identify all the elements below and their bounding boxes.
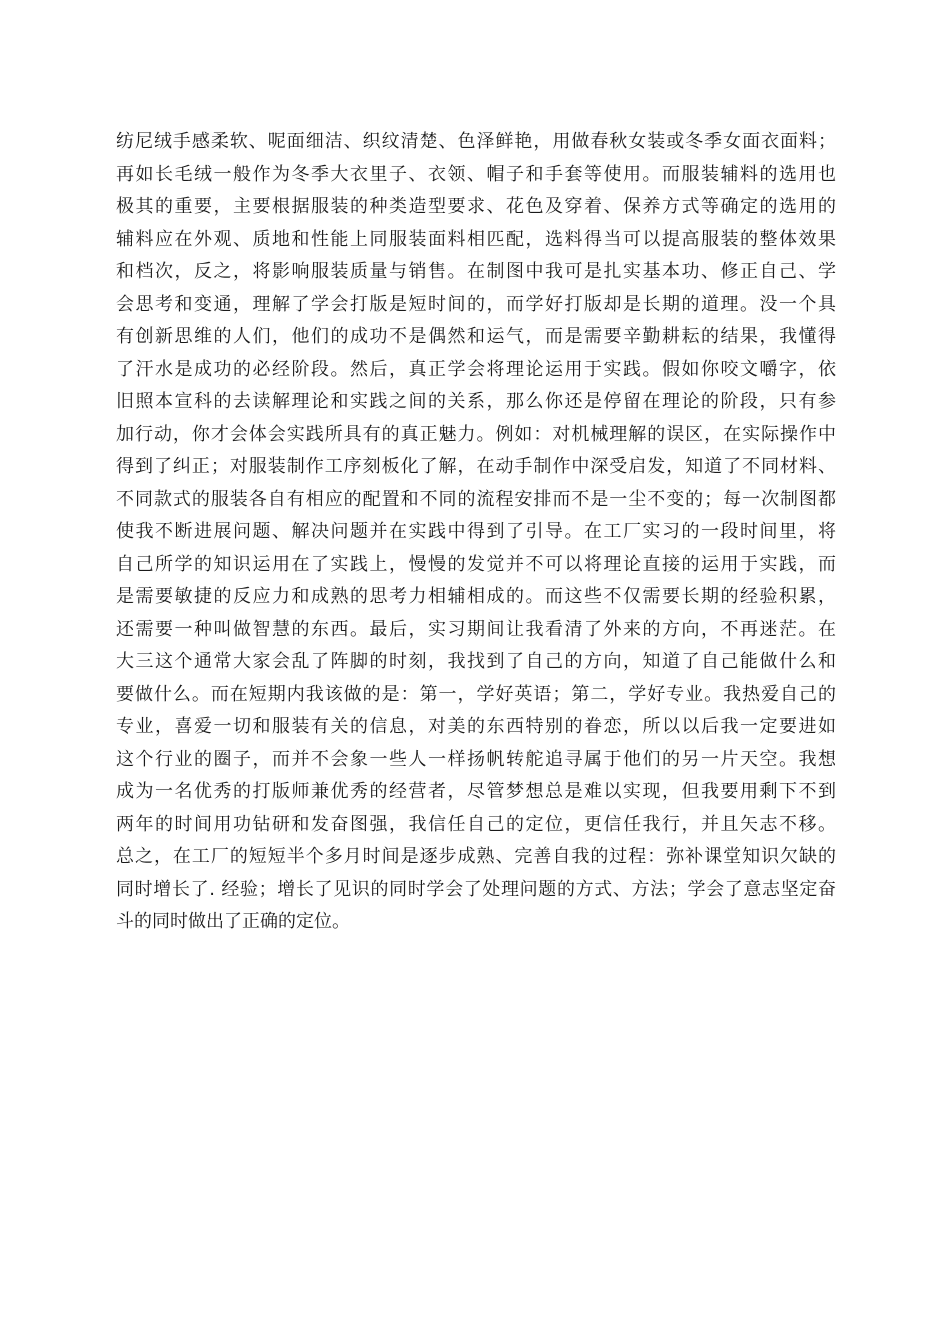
- text-line: 专业，喜爱一切和服装有关的信息，对美的东西特别的眷恋，所以以后我一定要进如: [116, 716, 836, 737]
- text-line: 两年的时间用功钻研和发奋图强，我信任自己的定位，更信任我行，并且矢志不移。: [116, 813, 836, 835]
- text-line: 有创新思维的人们，他们的成功不是偶然和运气，而是需要辛勤耕耘的结果，我懂得: [116, 326, 836, 347]
- text-line: 和档次，反之，将影响服装质量与销售。在制图中我可是扎实基本功、修正自己、学: [116, 261, 836, 282]
- text-line: 纺尼绒手感柔软、呢面细洁、织纹清楚、色泽鲜艳，用做春秋女装或冬季女面衣面料；: [116, 131, 836, 152]
- text-line: 了汗水是成功的必经阶段。然后，真正学会将理论运用于实践。假如你咬文嚼字，依: [116, 358, 836, 380]
- text-line: 自己所学的知识运用在了实践上，慢慢的发觉并不可以将理论直接的运用于实践，而: [116, 553, 836, 575]
- text-line: 会思考和变通，理解了学会打版是短时间的，而学好打版却是长期的道理。没一个具: [116, 293, 836, 315]
- text-line: 大三这个通常大家会乱了阵脚的时刻，我找到了自己的方向，知道了自己能做什么和: [116, 651, 836, 672]
- text-line-last: 斗的同时做出了正确的定位。: [116, 911, 350, 932]
- text-line: 要做什么。而在短期内我该做的是：第一，学好英语；第二，学好专业。我热爱自己的: [116, 683, 836, 705]
- text-line: 加行动，你才会体会实践所具有的真正魅力。例如：对机械理解的误区，在实际操作中: [116, 423, 836, 445]
- text-line: 得到了纠正；对服装制作工序刻板化了解，在动手制作中深受启发，知道了不同材料、: [116, 456, 836, 477]
- text-line: 再如长毛绒一般作为冬季大衣里子、衣领、帽子和手套等使用。而服装辅料的选用也: [116, 163, 836, 185]
- text-line: 是需要敏捷的反应力和成熟的思考力相辅相成的。而这些不仅需要长期的经验积累，: [116, 586, 836, 607]
- text-line: 总之，在工厂的短短半个多月时间是逐步成熟、完善自我的过程：弥补课堂知识欠缺的: [116, 846, 836, 867]
- text-line: 不同款式的服装各自有相应的配置和不同的流程安排而不是一尘不变的；每一次制图都: [116, 488, 836, 510]
- text-line: 辅料应在外观、质地和性能上同服装面料相匹配，选料得当可以提高服装的整体效果: [116, 228, 836, 250]
- text-line: 成为一名优秀的打版师兼优秀的经营者，尽管梦想总是难以实现，但我要用剩下不到: [116, 781, 836, 802]
- text-line: 还需要一种叫做智慧的东西。最后，实习期间让我看清了外来的方向，不再迷茫。在: [116, 618, 836, 640]
- text-line: 极其的重要，主要根据服装的种类造型要求、花色及穿着、保养方式等确定的选用的: [116, 196, 836, 217]
- text-line: 旧照本宣科的去读解理论和实践之间的关系，那么你还是停留在理论的阶段，只有参: [116, 391, 836, 412]
- body-paragraph: [116, 126, 836, 939]
- text-line: 使我不断进展问题、解决问题并在实践中得到了引导。在工厂实习的一段时间里，将: [116, 521, 836, 542]
- text-line: 这个行业的圈子，而并不会象一些人一样扬帆转舵追寻属于他们的另一片天空。我想: [116, 748, 836, 770]
- text-line: 同时增长了. 经验；增长了见识的同时学会了处理问题的方式、方法；学会了意志坚定奋: [116, 878, 836, 900]
